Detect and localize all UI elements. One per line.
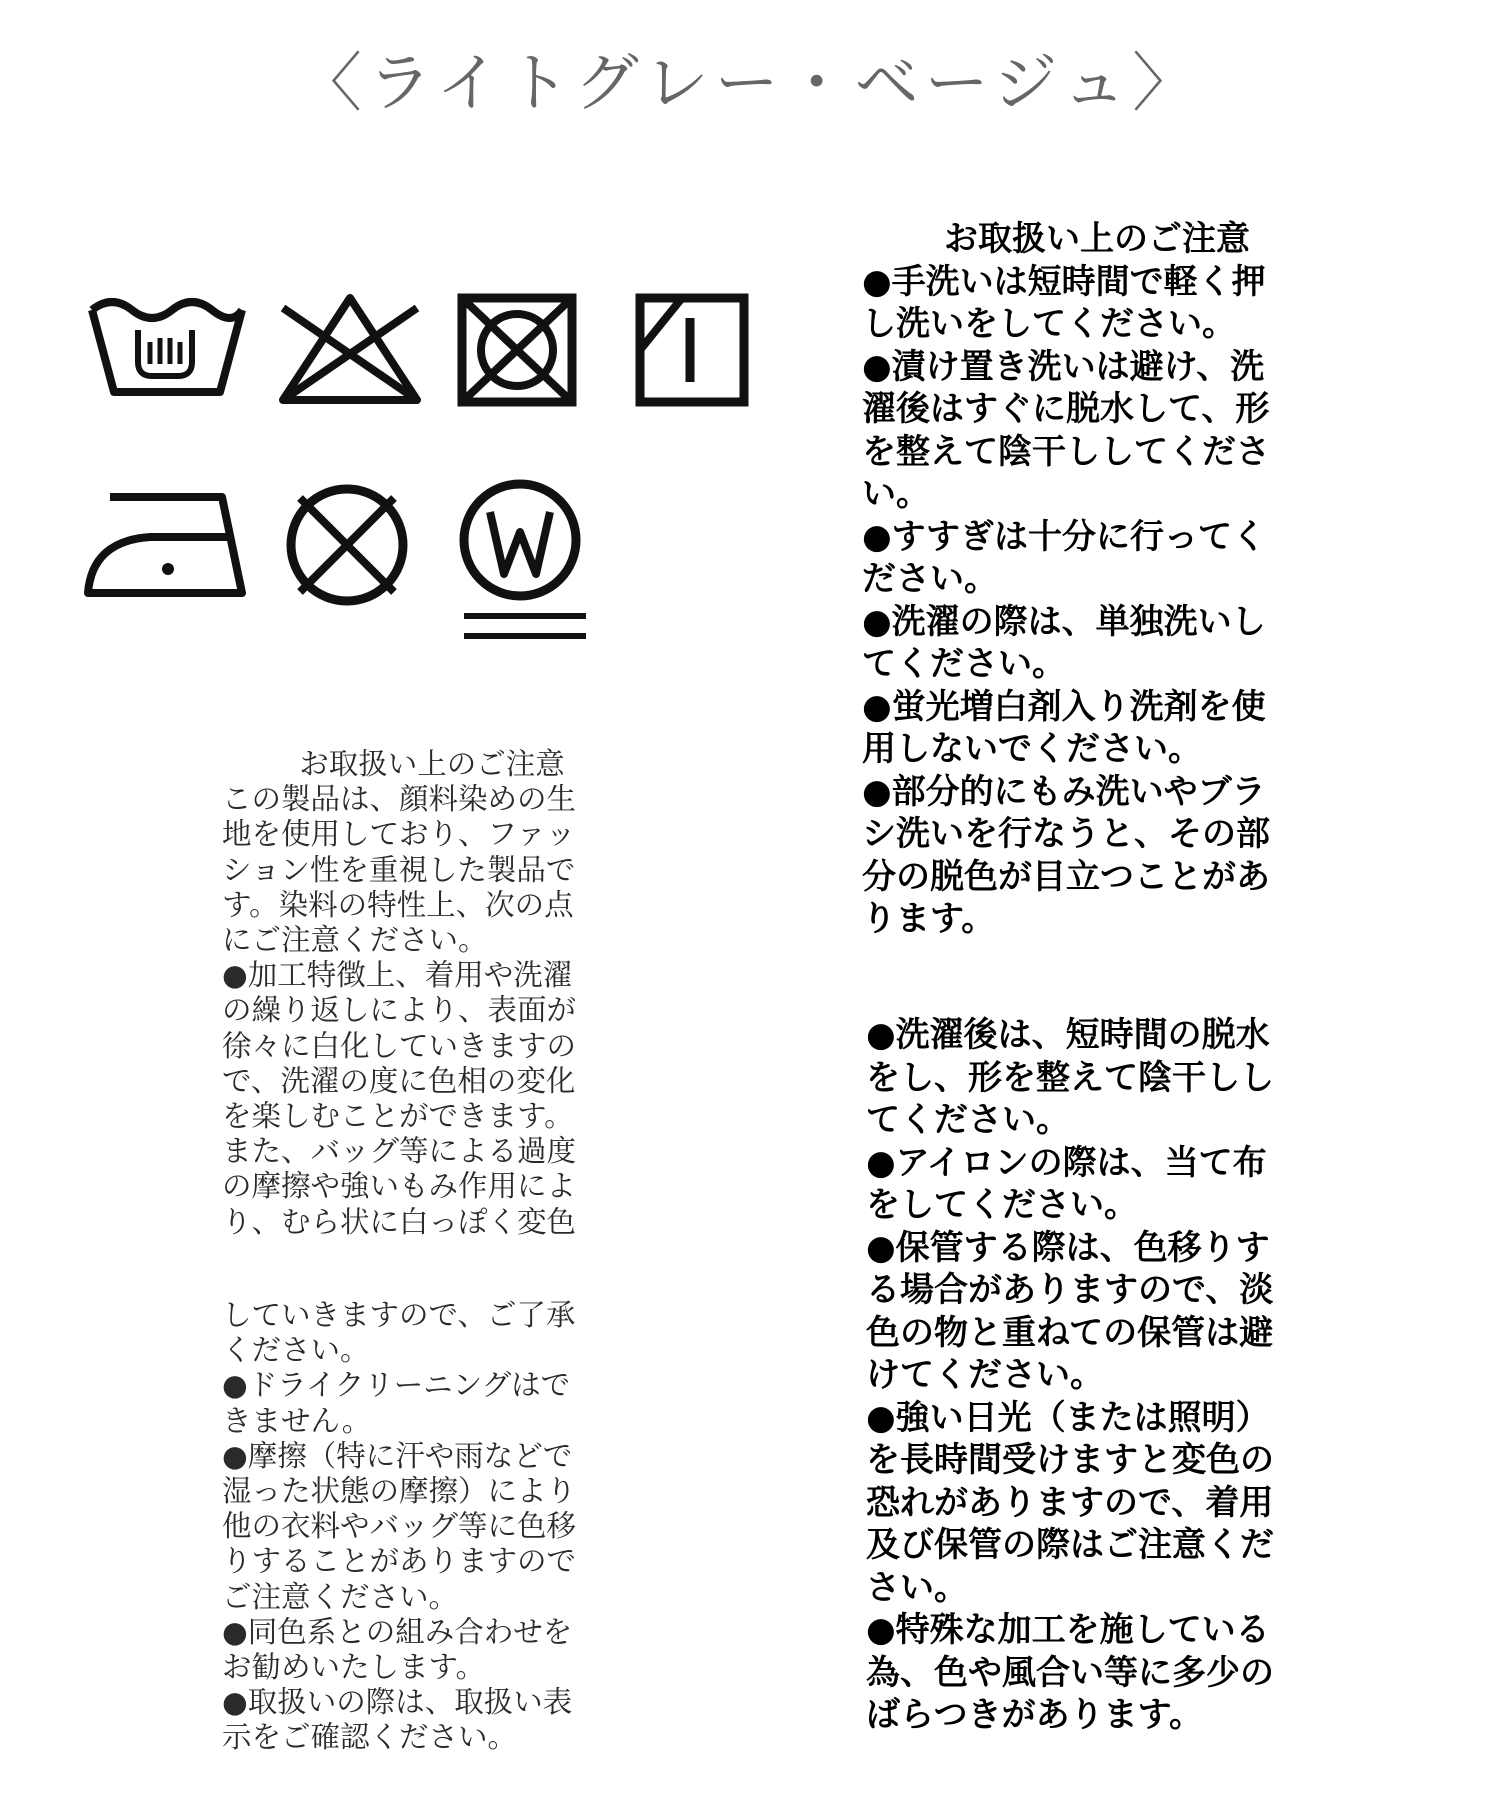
notice-line: 濯後はすぐに脱水して、形 <box>862 389 1270 429</box>
notice-line: の摩擦や強いもみ作用によ <box>222 1169 577 1204</box>
notice-heading: お取扱い上のご注意 <box>299 747 565 781</box>
notice-line: で、洗濯の度に色相の変化 <box>222 1063 576 1098</box>
notice-line: ●特殊な加工を施している <box>866 1610 1270 1650</box>
notice-line: ●摩擦（特に汗や雨などで <box>222 1438 573 1473</box>
notice-line: ●ドライクリーニングはで <box>222 1368 571 1403</box>
notice-line: ●加工特徴上、着用や洗濯 <box>222 958 573 993</box>
notice-line: ●アイロンの際は、当て布 <box>866 1142 1267 1183</box>
notice-right-top <box>862 218 1332 941</box>
no-bleach-icon <box>275 290 425 410</box>
notice-line: けてください。 <box>866 1355 1104 1395</box>
notice-line: ●すすぎは十分に行ってく <box>862 516 1267 557</box>
notice-line: きません。 <box>222 1403 372 1438</box>
care-symbols <box>80 280 780 680</box>
notice-line: 他の衣料やバッグ等に色移 <box>222 1509 577 1544</box>
notice-right-bottom <box>866 1014 1336 1737</box>
notice-line: 示をご確認ください。 <box>222 1720 518 1755</box>
notice-heading: お取扱い上のご注意 <box>944 219 1250 259</box>
notice-line: を整えて陰干ししてくださ <box>862 431 1270 472</box>
notice-line: していきますので、ご了承 <box>222 1298 576 1332</box>
notice-line: この製品は、顔料染めの生 <box>222 782 577 817</box>
notice-line: 及び保管の際はご注意くだ <box>866 1525 1274 1565</box>
notice-line: ください。 <box>222 1333 370 1368</box>
wet-clean-very-gentle-icon <box>460 476 590 652</box>
notice-line: ばらつきがあります。 <box>866 1695 1203 1735</box>
notice-line: さい。 <box>866 1567 968 1608</box>
notice-line: ●取扱いの際は、取扱い表 <box>222 1685 573 1720</box>
notice-line: ●部分的にもみ洗いやブラ <box>862 771 1266 812</box>
notice-line: い。 <box>862 474 930 514</box>
notice-line: りすることがありますので <box>222 1544 577 1579</box>
notice-left-bottom <box>222 1298 642 1756</box>
notice-line: ●洗濯の際は、単独洗いし <box>862 601 1266 642</box>
notice-line: り、むら状に白っぽく変色 <box>222 1204 577 1239</box>
no-dry-clean-icon <box>282 480 412 610</box>
notice-line: をしてください。 <box>866 1185 1138 1225</box>
notice-line: の繰り返しにより、表面が <box>222 993 577 1028</box>
notice-line: 恐れがありますので、着用 <box>866 1482 1274 1523</box>
notice-left-top <box>222 747 642 1240</box>
notice-line: ●漬け置き洗いは避け、洗 <box>862 346 1265 387</box>
notice-line: お勧めいたします。 <box>222 1650 486 1685</box>
notice-line: ださい。 <box>862 559 998 599</box>
notice-line: ●同色系との組み合わせを <box>222 1614 573 1649</box>
notice-line: をし、形を整えて陰干しし <box>866 1057 1274 1098</box>
notice-line: ●強い日光（または照明） <box>866 1397 1270 1438</box>
notice-line: し洗いをしてください。 <box>862 304 1236 344</box>
notice-line: ります。 <box>862 899 996 939</box>
page-title: 〈ライトグレー・ベージュ〉 <box>297 47 1203 121</box>
notice-line: ●蛍光増白剤入り洗剤を使 <box>862 686 1266 727</box>
notice-line: を楽しむことができます。 <box>222 1099 574 1134</box>
dry-in-shade-icon <box>632 290 752 410</box>
notice-line: てください。 <box>866 1100 1070 1140</box>
notice-line: 為、色や風合い等に多少の <box>866 1652 1274 1693</box>
notice-line: てください。 <box>862 644 1066 684</box>
notice-line: ●保管する際は、色移りす <box>866 1227 1270 1268</box>
notice-line: す。染料の特性上、次の点 <box>222 887 574 922</box>
iron-low-icon <box>80 485 250 600</box>
notice-line: を長時間受けますと変色の <box>866 1440 1274 1480</box>
no-tumble-dry-icon <box>452 290 582 410</box>
notice-line: また、バッグ等による過度 <box>222 1134 577 1169</box>
notice-line: 用しないでください。 <box>862 729 1202 769</box>
notice-line: ●手洗いは短時間で軽く押 <box>862 261 1266 302</box>
hand-wash-30-icon <box>88 292 248 402</box>
notice-line: 色の物と重ねての保管は避 <box>866 1312 1274 1353</box>
notice-line: 分の脱色が目立つことがあ <box>862 856 1270 897</box>
notice-line: ●洗濯後は、短時間の脱水 <box>866 1015 1270 1055</box>
notice-line: る場合がありますので、淡 <box>866 1270 1274 1310</box>
notice-line: ション性を重視した製品で <box>222 852 576 887</box>
notice-line: シ洗いを行なうと、その部 <box>862 814 1270 854</box>
notice-line: ご注意ください。 <box>222 1579 459 1614</box>
notice-line: 徐々に白化していきますの <box>222 1028 577 1063</box>
notice-line: 地を使用しており、ファッ <box>222 817 576 852</box>
notice-line: にご注意ください。 <box>222 923 488 958</box>
notice-line: 湿った状態の摩擦）により <box>222 1474 577 1509</box>
